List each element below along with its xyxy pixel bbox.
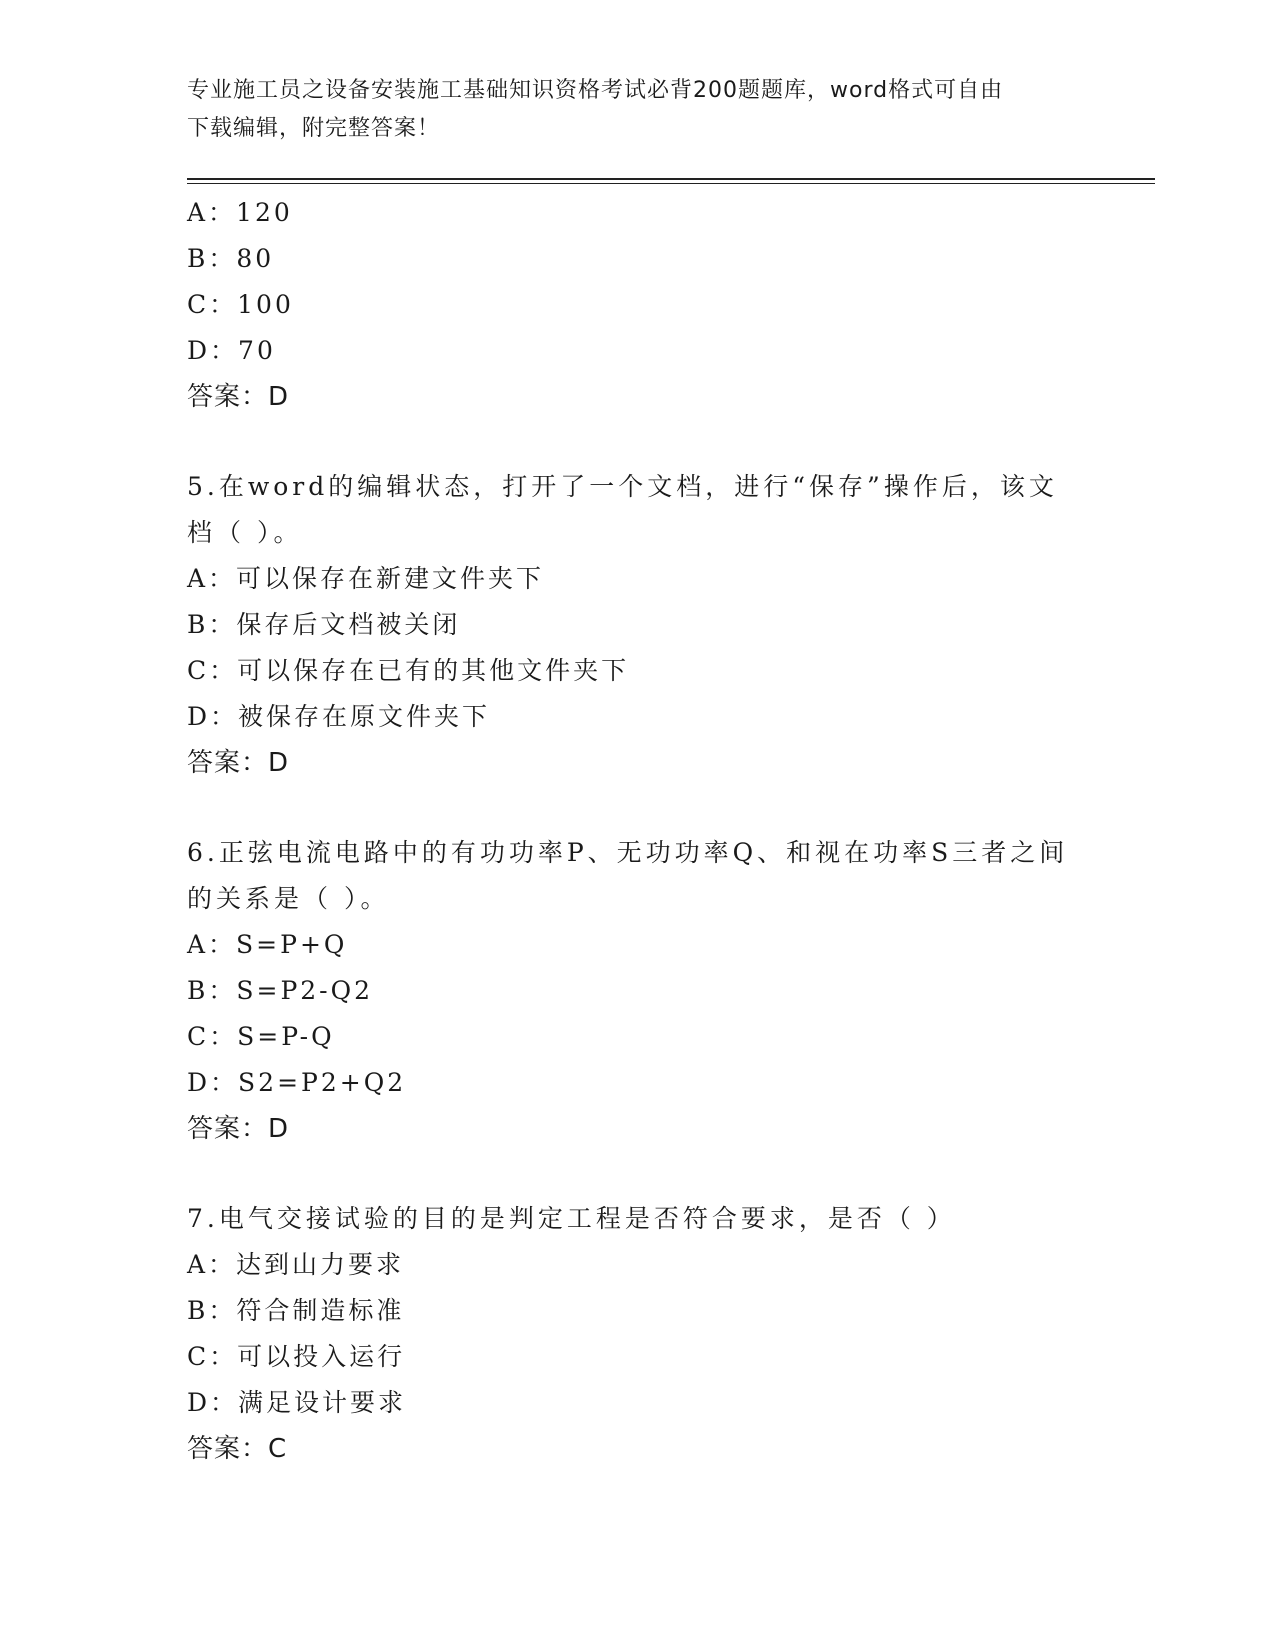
header-line-2: 下载编辑，附完整答案！ [187,116,441,141]
option-b: B：S=P2-Q2 [187,976,374,1005]
option-c: C：S=P-Q [187,1022,335,1051]
question-stem-line-1: 6.正弦电流电路中的有功功率P、无功功率Q、和视在功率S三者之间 [187,838,1069,867]
question-6 [187,830,1087,1152]
question-stem-line-2: 档（ ）。 [187,518,303,547]
option-d: D：满足设计要求 [187,1388,407,1417]
option-d: D：被保存在原文件夹下 [187,702,491,731]
option-c: C：100 [187,290,294,319]
question-stem-line-2: 的关系是（ ）。 [187,884,390,913]
answer-line: 答案：D [187,748,290,778]
question-4 [187,190,1087,420]
option-c: C：可以保存在已有的其他文件夹下 [187,656,630,685]
option-a: A：120 [187,198,293,227]
spacer [187,786,1087,830]
answer-line: 答案：C [187,1434,288,1464]
question-7 [187,1196,1087,1472]
option-d: D：S2=P2+Q2 [187,1068,407,1097]
option-a: A：达到山力要求 [187,1250,405,1279]
option-b: B：80 [187,244,275,273]
question-stem-line-1: 7.电气交接试验的目的是判定工程是否符合要求，是否（ ） [187,1204,956,1233]
option-a: A：S=P+Q [187,930,348,959]
option-d: D：70 [187,336,276,365]
header-rule-thin [187,183,1155,184]
spacer [187,420,1087,464]
document-header [187,72,1087,148]
option-a: A：可以保存在新建文件夹下 [187,564,545,593]
question-stem-line-1: 5.在word的编辑状态，打开了一个文档，进行“保存”操作后，该文 [187,472,1058,501]
question-5 [187,464,1087,786]
option-b: B：符合制造标准 [187,1296,405,1325]
header-line-1: 专业施工员之设备安装施工基础知识资格考试必背200题题库，word格式可自由 [187,78,1004,103]
answer-line: 答案：D [187,382,290,412]
option-c: C：可以投入运行 [187,1342,406,1371]
answer-line: 答案：D [187,1114,290,1144]
question-list [187,190,1087,1472]
spacer [187,1152,1087,1196]
header-rule-thick [187,178,1155,180]
option-b: B：保存后文档被关闭 [187,610,461,639]
